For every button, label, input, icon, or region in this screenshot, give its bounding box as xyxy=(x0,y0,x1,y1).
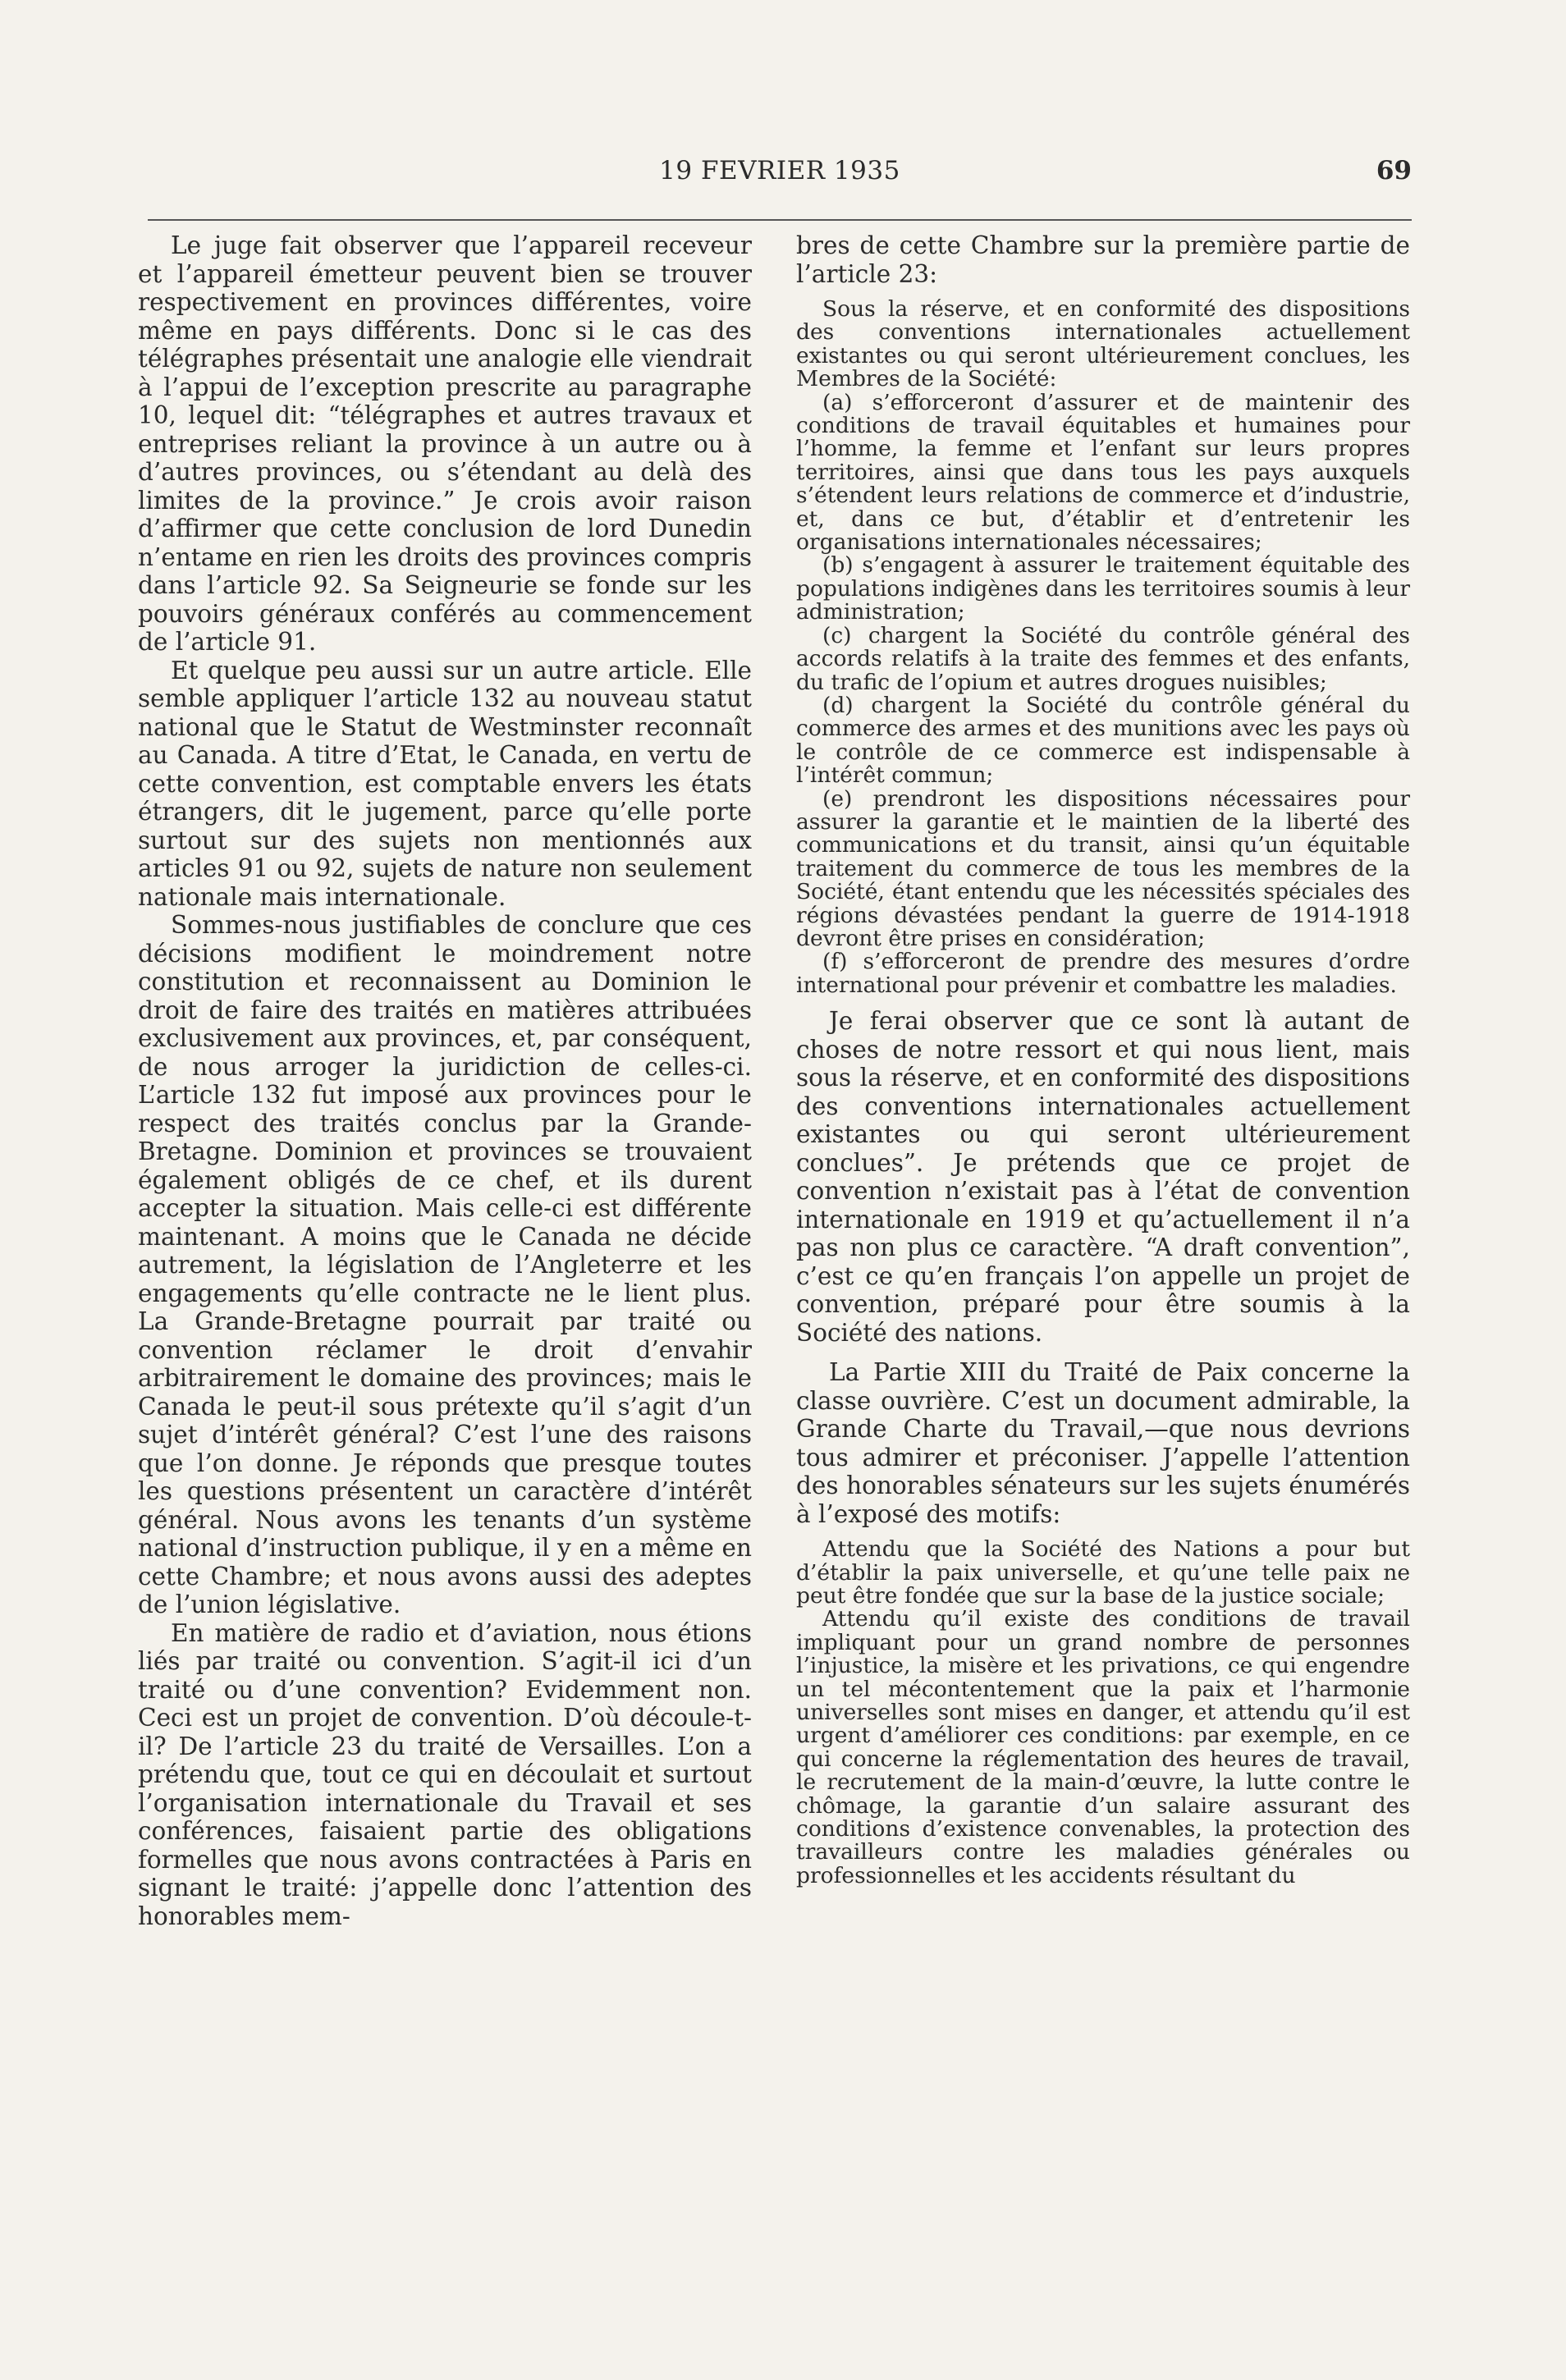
quote-line: Attendu que la Société des Nations a pour but d’établir la paix universelle, et qu’une telle paix ne peut être fondée que sur la base de la justice sociale; xyxy=(796,1536,1410,1609)
paragraph: Je ferai observer que ce sont là autant de choses de notre ressort et qui nous lient, mais sous la réserve, et en conformité des dispositions des conventions internationales actuellement existantes ou qui seront ultérieurement conclues”. Je prétends que ce projet de convention n’existait pas à l’état de convention internationale en 1919 et qu’actuellement il n’a pas non plus ce caractère. “A draft convention”, c’est ce qu’en français l’on appelle un projet de convention, préparé pour être soumis à la Société des nations. xyxy=(796,1007,1410,1347)
quote-line: (b) s’engagent à assurer le traitement équitable des populations indigènes dans les territoires soumis à leur administration; xyxy=(796,552,1410,625)
paragraph: Sommes-nous justifiables de conclure que ces décisions modifient le moindrement notre constitution et reconnaissent au Dominion le droit de faire des traités en matières attribuées exclusivement aux provinces, et, par conséquent, de nous arroger la juridiction de celles-ci. L’article 132 fut imposé aux provinces pour le respect des traités conclus par la Grande-Bretagne. Dominion et provinces se trouvaient également obligés de ce chef, et ils durent accepter la situation. Mais celle-ci est différente maintenant. A moins que le Canada ne décide autrement, la législation de l’Angleterre et les engagements qu’elle contracte ne le lient plus. La Grande-Bretagne pourrait par traité ou convention réclamer le droit d’envahir arbitrairement le domaine des provinces; mais le Canada le peut-il sous prétexte qu’il s’agit d’un sujet d’intérêt général? C’est l’une des raisons que l’on donne. Je réponds que presque toutes les questions présentent un caractère d’intérêt général. Nous avons les tenants d’un système national d’instruction publique, il y en a même en cette Chambre; et nous avons aussi des adeptes de l’union législative. xyxy=(138,911,752,1618)
paragraph: bres de cette Chambre sur la première partie de l’article 23: xyxy=(796,231,1410,288)
quote-line: (c) chargent la Société du contrôle général des accords relatifs à la traite des femmes et des enfants, du trafic de l’opium et autres drogues nuisibles; xyxy=(796,622,1410,695)
quote-line: (d) chargent la Société du contrôle général du commerce des armes et des munitions avec les pays où le contrôle de ce commerce est indispensable à l’intérêt commun; xyxy=(796,692,1410,789)
quote-line: Sous la réserve, et en conformité des dispositions des conventions internationales actuellement existantes ou qui seront ultérieurement conclues, les Membres de la Société: xyxy=(796,296,1410,392)
quote-line: (f) s’efforceront de prendre des mesures d’ordre international pour prévenir et combattre les maladies. xyxy=(796,949,1410,998)
quote-line: (a) s’efforceront d’assurer et de maintenir des conditions de travail équitables et humaines pour l’homme, la femme et l’enfant sur leurs propres territoires, ainsi que dans tous les pays auxquels s’étendent leurs relations de commerce et d’industrie, et, dans ce but, d’établir et d’entretenir les organisations internationales nécessaires; xyxy=(796,389,1410,556)
page-number: 69 xyxy=(1376,156,1412,185)
paragraph: La Partie XIII du Traité de Paix concerne la classe ouvrière. C’est un document admirable, la Grande Charte du Travail,—que nous devrions tous admirer et préconiser. J’appelle l’attention des honorables sénateurs sur les sujets énumérés à l’exposé des motifs: xyxy=(796,1358,1410,1528)
right-column xyxy=(796,231,1410,1897)
page-header xyxy=(148,156,1412,189)
treaty-quote-preamble xyxy=(796,1538,1410,1888)
quote-line: Attendu qu’il existe des conditions de travail impliquant pour un grand nombre de personnes l’injustice, la misère et les privations, ce qui engendre un tel mécontentement que la paix et l’harmonie universelles sont mises en danger, et attendu qu’il est urgent d’améliorer ces conditions: par exemple, en ce qui concerne la réglementation des heures de travail, le recrutement de la main-d’œuvre, la lutte contre le chômage, la garantie d’un salaire assurant des conditions d’existence convenables, la protection des travailleurs contre les maladies générales ou professionnelles et les accidents résultant du xyxy=(796,1606,1410,1888)
header-rule xyxy=(148,219,1412,221)
paragraph: Le juge fait observer que l’appareil receveur et l’appareil émetteur peuvent bien se trouver respectivement en provinces différentes, voire même en pays différents. Donc si le cas des télégraphes présentait une analogie elle viendrait à l’appui de l’exception prescrite au paragraphe 10, lequel dit: “télégraphes et autres travaux et entreprises reliant la province à un autre ou à d’autres provinces, ou s’étendant au delà des limites de la province.” Je crois avoir raison d’affirmer que cette conclusion de lord Dunedin n’entame en rien les droits des provinces compris dans l’article 92. Sa Seigneurie se fonde sur les pouvoirs généraux conférés au commencement de l’article 91. xyxy=(138,231,752,656)
paragraph: Et quelque peu aussi sur un autre article. Elle semble appliquer l’article 132 au nouveau statut national que le Statut de Westminster reconnaît au Canada. A titre d’Etat, le Canada, en vertu de cette convention, est comptable envers les états étrangers, dit le jugement, parce qu’elle porte surtout sur des sujets non mentionnés aux articles 91 ou 92, sujets de nature non seulement nationale mais internationale. xyxy=(138,656,752,911)
quote-line: (e) prendront les dispositions nécessaires pour assurer la garantie et le maintien de la liberté des communications et du transit, ainsi qu’un équitable traitement du commerce de tous les membres de la Société, étant entendu que les nécessités spéciales des régions dévastées pendant la guerre de 1914-1918 devront être prises en considération; xyxy=(796,785,1410,951)
page-date: 19 FEVRIER 1935 xyxy=(659,156,900,185)
paragraph: En matière de radio et d’aviation, nous étions liés par traité ou convention. S’agit-il ici d’un traité ou d’une convention? Evidemment non. Ceci est un projet de convention. D’où découle-t-il? De l’article 23 du traité de Versailles. L’on a prétendu que, tout ce qui en découlait et surtout l’organisation internationale du Travail et ses conférences, faisaient partie des obligations formelles que nous avons contractées à Paris en signant le traité: j’appelle donc l’attention des honorables mem- xyxy=(138,1618,752,1930)
treaty-quote-article-23 xyxy=(796,298,1410,997)
left-column xyxy=(138,231,752,1930)
